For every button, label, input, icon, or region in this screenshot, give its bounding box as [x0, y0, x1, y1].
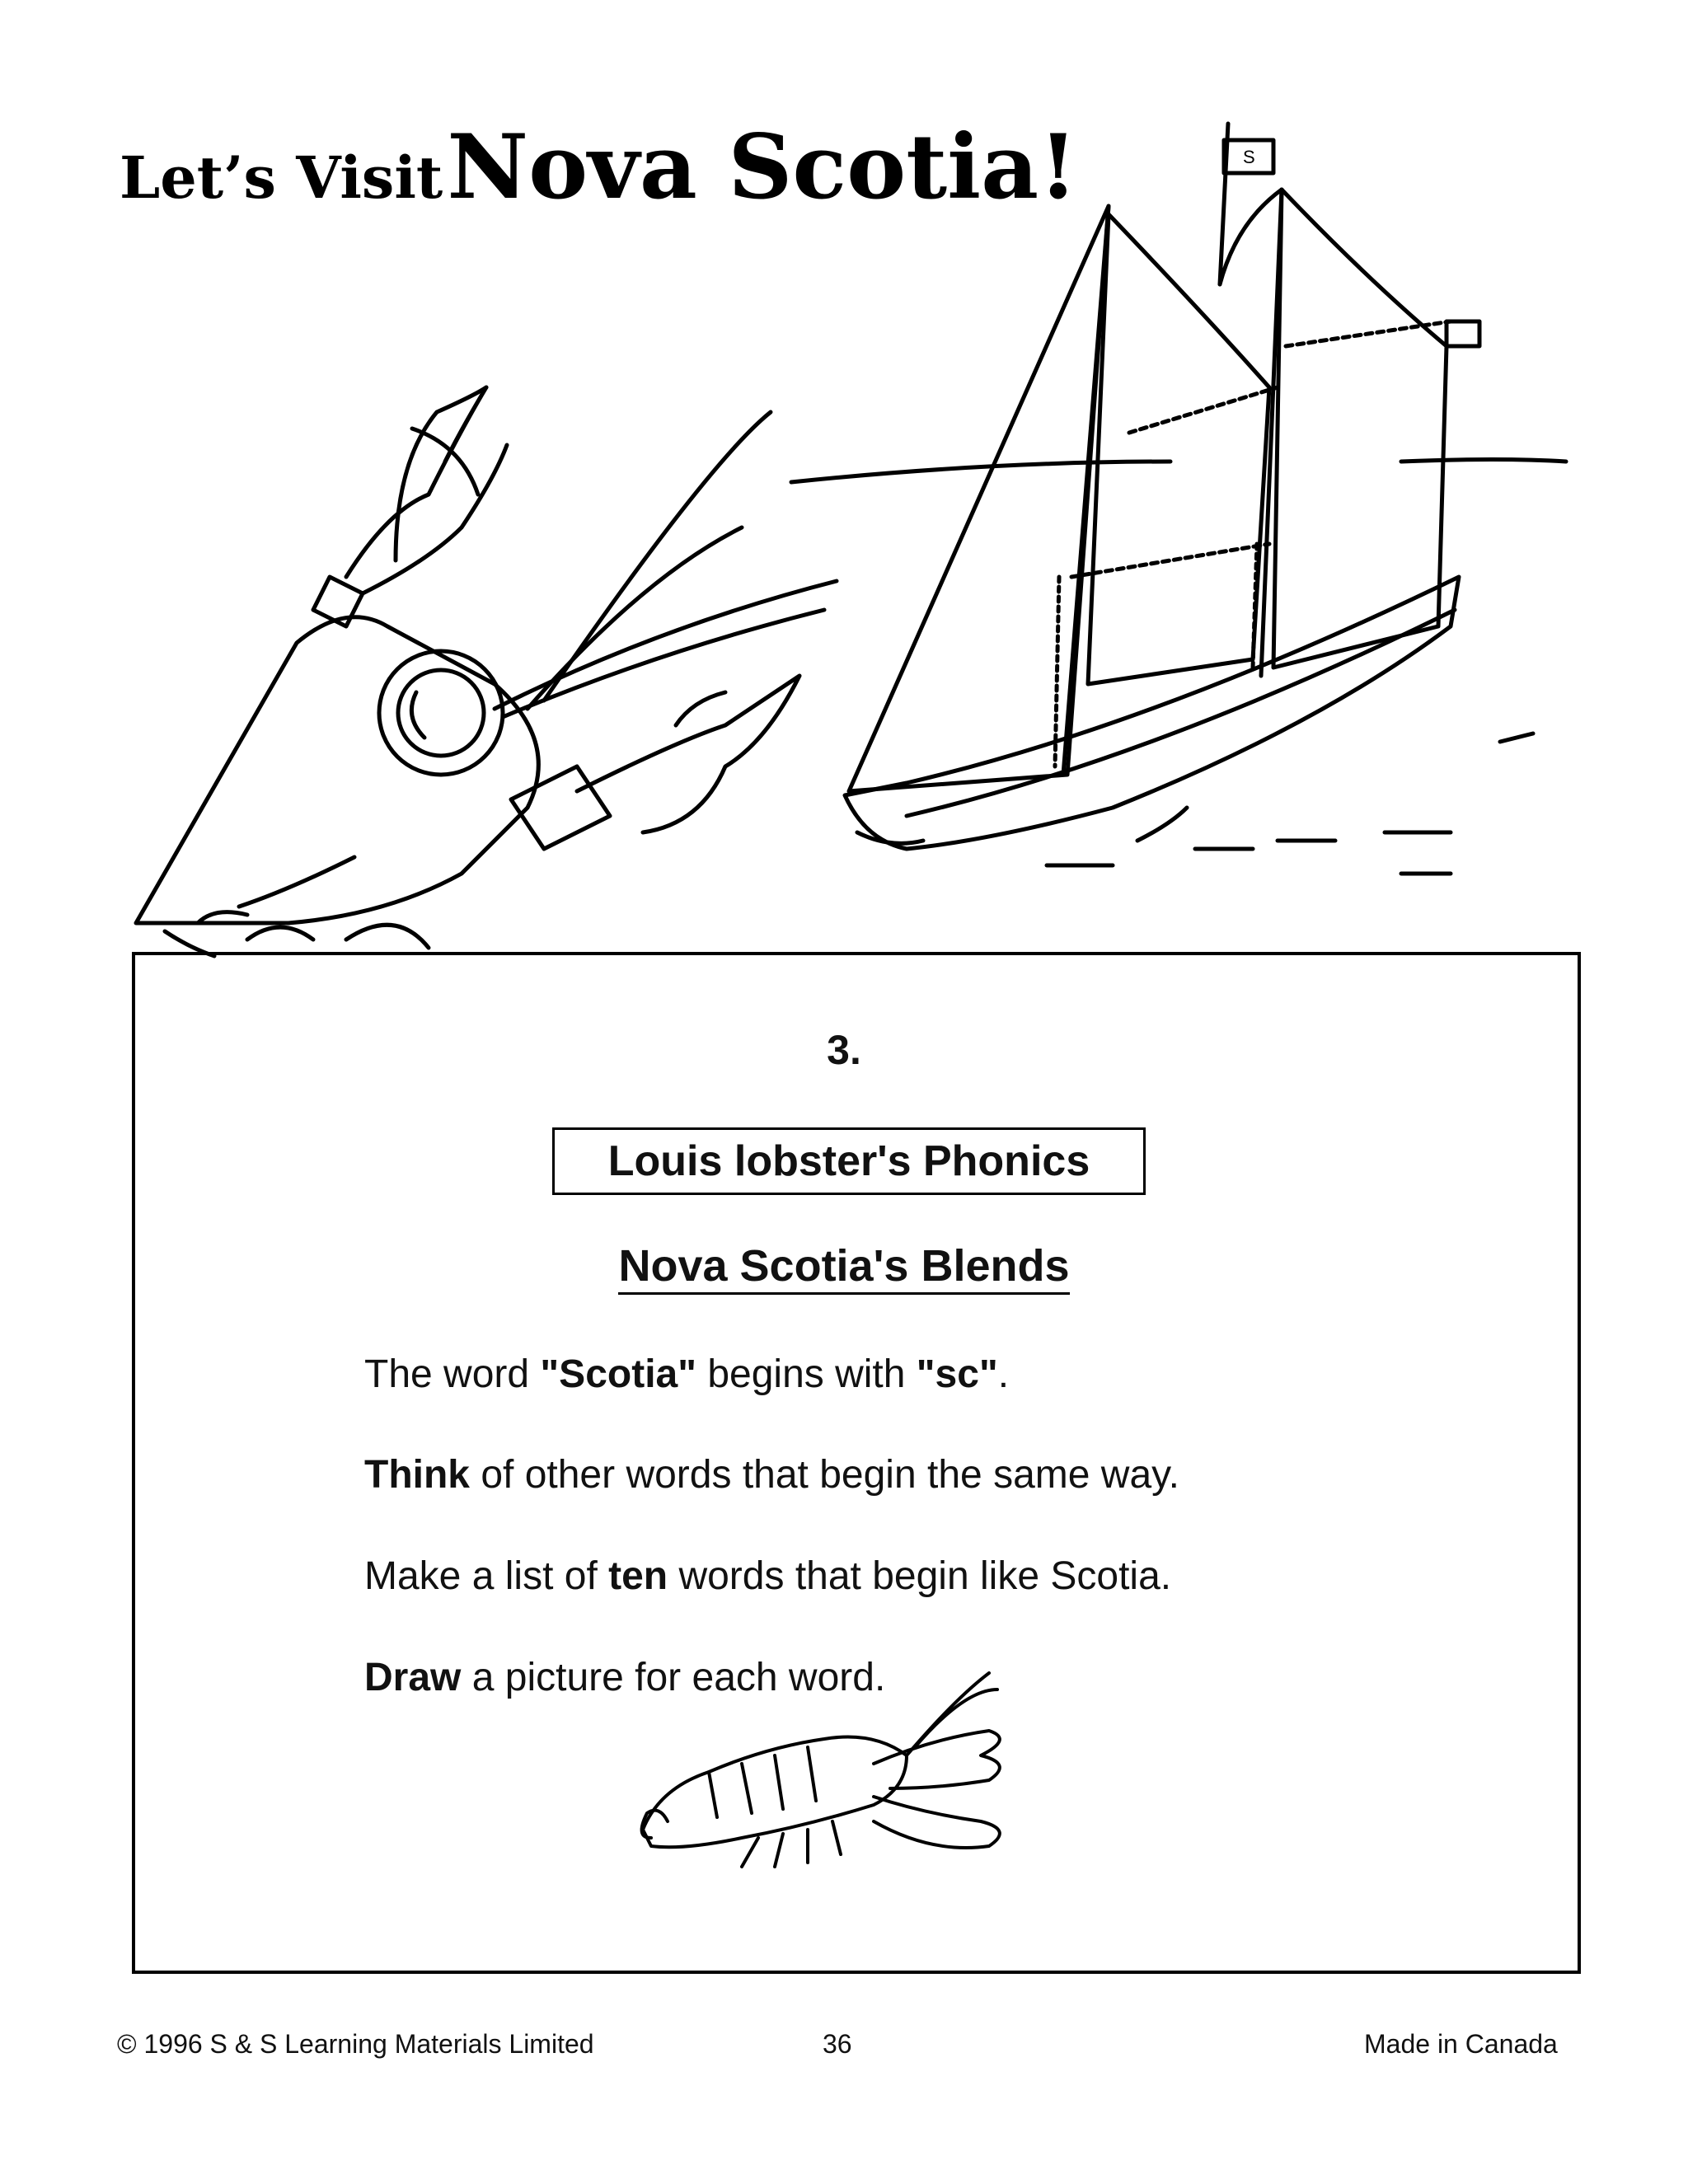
instruction-line-4 — [364, 1655, 885, 1700]
blends-heading-text: Nova Scotia's Blends — [618, 1241, 1069, 1295]
instruction-line-3 — [364, 1554, 1171, 1599]
schooner-illustration — [791, 124, 1566, 874]
line4-text-b: a picture for each word. — [461, 1656, 886, 1699]
line2-text-b: of other words that begin the same way. — [470, 1453, 1179, 1497]
line1-word-scotia: "Scotia" — [540, 1352, 696, 1396]
title-main: Nova Scotia! — [447, 115, 1078, 219]
line2-word-think: Think — [364, 1453, 470, 1497]
line1-blend-sc: "sc" — [916, 1352, 998, 1396]
large-lobster-illustration — [136, 387, 837, 956]
activity-number: 3. — [827, 1027, 861, 1073]
line3-word-ten: ten — [608, 1554, 668, 1598]
instruction-line-1 — [364, 1352, 1009, 1397]
line1-text-a: The word — [364, 1352, 541, 1396]
instruction-line-2 — [364, 1452, 1179, 1497]
line1-text-c: begins with — [696, 1352, 917, 1396]
svg-text:S: S — [1243, 147, 1255, 167]
footer-made-in: Made in Canada — [1364, 2029, 1558, 2059]
line3-text-c: words that begin like Scotia. — [668, 1554, 1172, 1598]
line4-word-draw: Draw — [364, 1656, 462, 1699]
line1-text-e: . — [997, 1352, 1010, 1396]
blends-heading — [0, 1240, 1688, 1291]
title-prefix: Let’s Visit — [120, 143, 443, 212]
phonics-title-box: Louis lobster's Phonics — [552, 1127, 1146, 1195]
footer-page-number: 36 — [823, 2029, 852, 2059]
footer-copyright: © 1996 S & S Learning Materials Limited — [117, 2029, 594, 2059]
line3-text-a: Make a list of — [364, 1554, 609, 1598]
